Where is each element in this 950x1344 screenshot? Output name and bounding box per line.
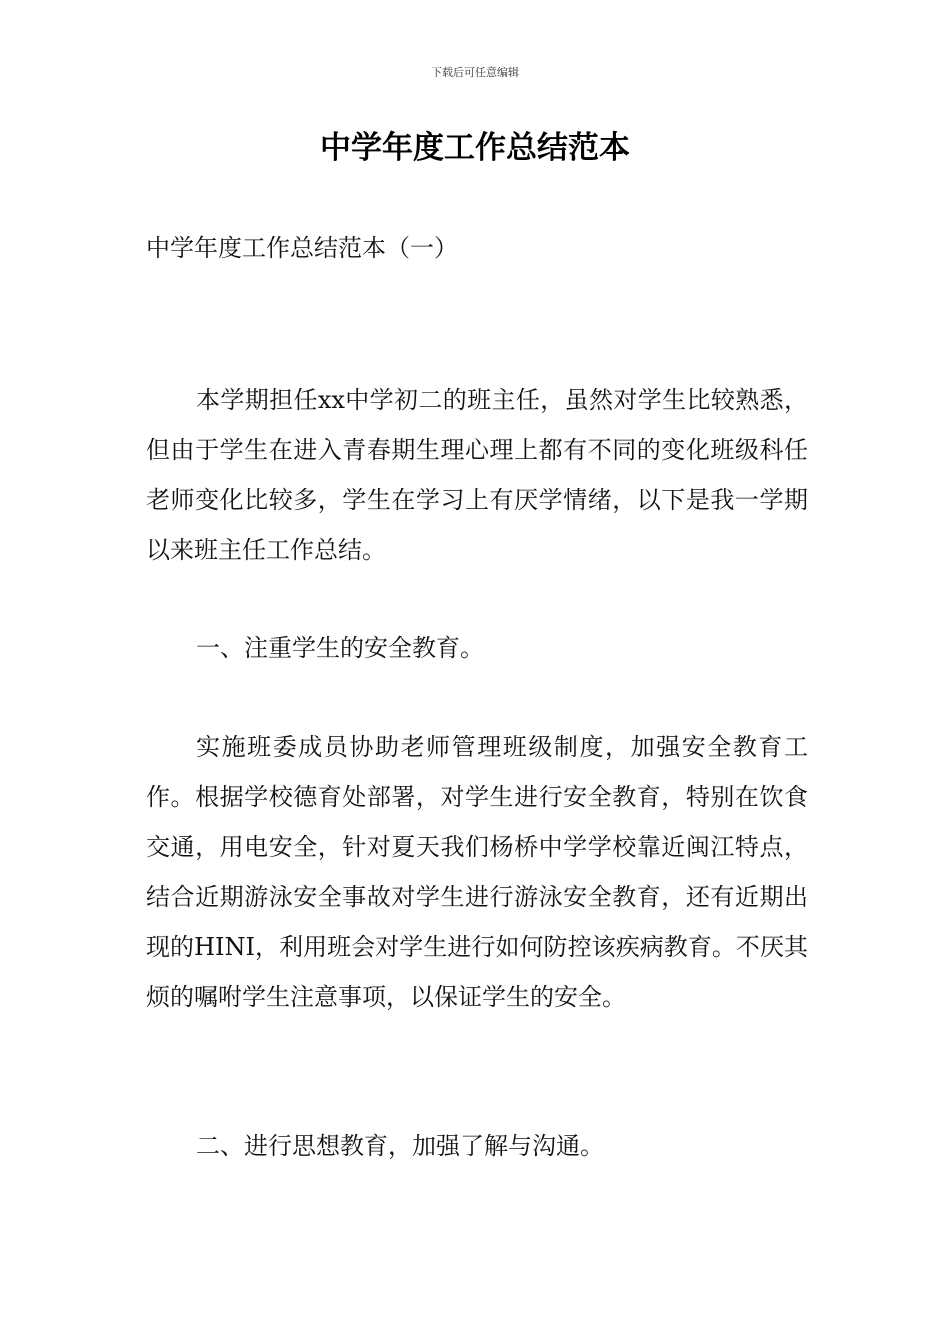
document-title: 中学年度工作总结范本 — [320, 130, 630, 166]
document-subtitle: 中学年度工作总结范本（一） — [146, 234, 458, 262]
section-1-heading: 一、注重学生的安全教育。 — [196, 634, 484, 662]
section-2-heading: 二、进行思想教育，加强了解与沟通。 — [196, 1132, 604, 1160]
intro-paragraph: 本学期担任xx中学初二的班主任，虽然对学生比较熟悉，但由于学生在进入青春期生理心理上都有不同的变化班级科任老师变化比较多，学生在学习上有厌学情绪，以下是我一学期以来班主任工作总结。 — [146, 386, 808, 564]
section-1-body: 实施班委成员协助老师管理班级制度，加强安全教育工作。根据学校德育处部署，对学生进行安全教育，特别在饮食交通，用电安全，针对夏天我们杨桥中学学校靠近闽江特点，结合近期游泳安全事故对学生进行游泳安全教育，还有近期出现的HINI，利用班会对学生进行如何防控该疾病教育。不厌其烦的嘱咐学生注意事项，以保证学生的安全。 — [146, 733, 808, 1011]
header-note: 下载后可任意编辑 — [431, 66, 519, 79]
